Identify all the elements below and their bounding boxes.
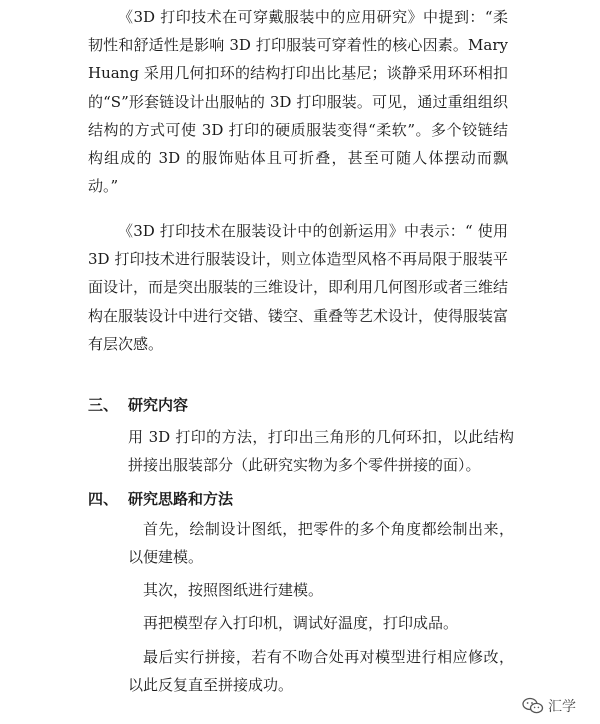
- step-2: 其次，按照图纸进行建模。: [143, 581, 324, 599]
- section-3-number: 三、: [88, 396, 119, 414]
- section-4-number: 四、: [88, 490, 119, 508]
- paragraph-research-review-2: 《3D 打印技术在服装设计中的创新运用》中表示：“ 使用 3D 打印技术进行服装设计，则立体造型风格不再局限于服装平面设计，而是突出服装的三维设计，即利用几何图形或者三维结构在服装设计中进行交错、镂空、重叠等艺术设计，使得服装富有层次感。: [88, 222, 509, 353]
- section-3-title: 研究内容: [128, 396, 189, 414]
- section-3-body: 用 3D 打印的方法，打印出三角形的几何环扣，以此结构拼接出服装部分（此研究实物为多个零件拼接的面）。: [128, 428, 514, 475]
- watermark-text: 汇学: [548, 699, 576, 715]
- wechat-icon: [522, 697, 544, 715]
- section-3-heading: [88, 391, 188, 419]
- paragraph-research-review-1: 《3D 打印技术在可穿戴服装中的应用研究》中提到：“柔韧性和舒适性是影响 3D 打印服装可穿着性的核心因素。Mary Huang 采用几何扣环的结构打印出比基尼；谈静采用环环相扣的“S”形套链设计出服帖的 3D 打印服装。可见，通过重组组织结构的方式可使 3D 打印的硬质服装变得“柔软”。多个铰链结构组成的 3D 的服饰贴体且可折叠，甚至可随人体摆动而飘动。”: [88, 8, 508, 196]
- step-1: 首先，绘制设计图纸，把零件的多个角度都绘制出来，以便建模。: [128, 520, 514, 567]
- step-4: 最后实行拼接，若有不吻合处再对模型进行相应修改，以此反复直至拼接成功。: [128, 648, 514, 695]
- section-4-title: 研究思路和方法: [128, 490, 234, 508]
- watermark: [522, 696, 576, 716]
- section-4-heading: [88, 485, 233, 513]
- step-3: 再把模型存入打印机，调试好温度，打印成品。: [143, 614, 459, 632]
